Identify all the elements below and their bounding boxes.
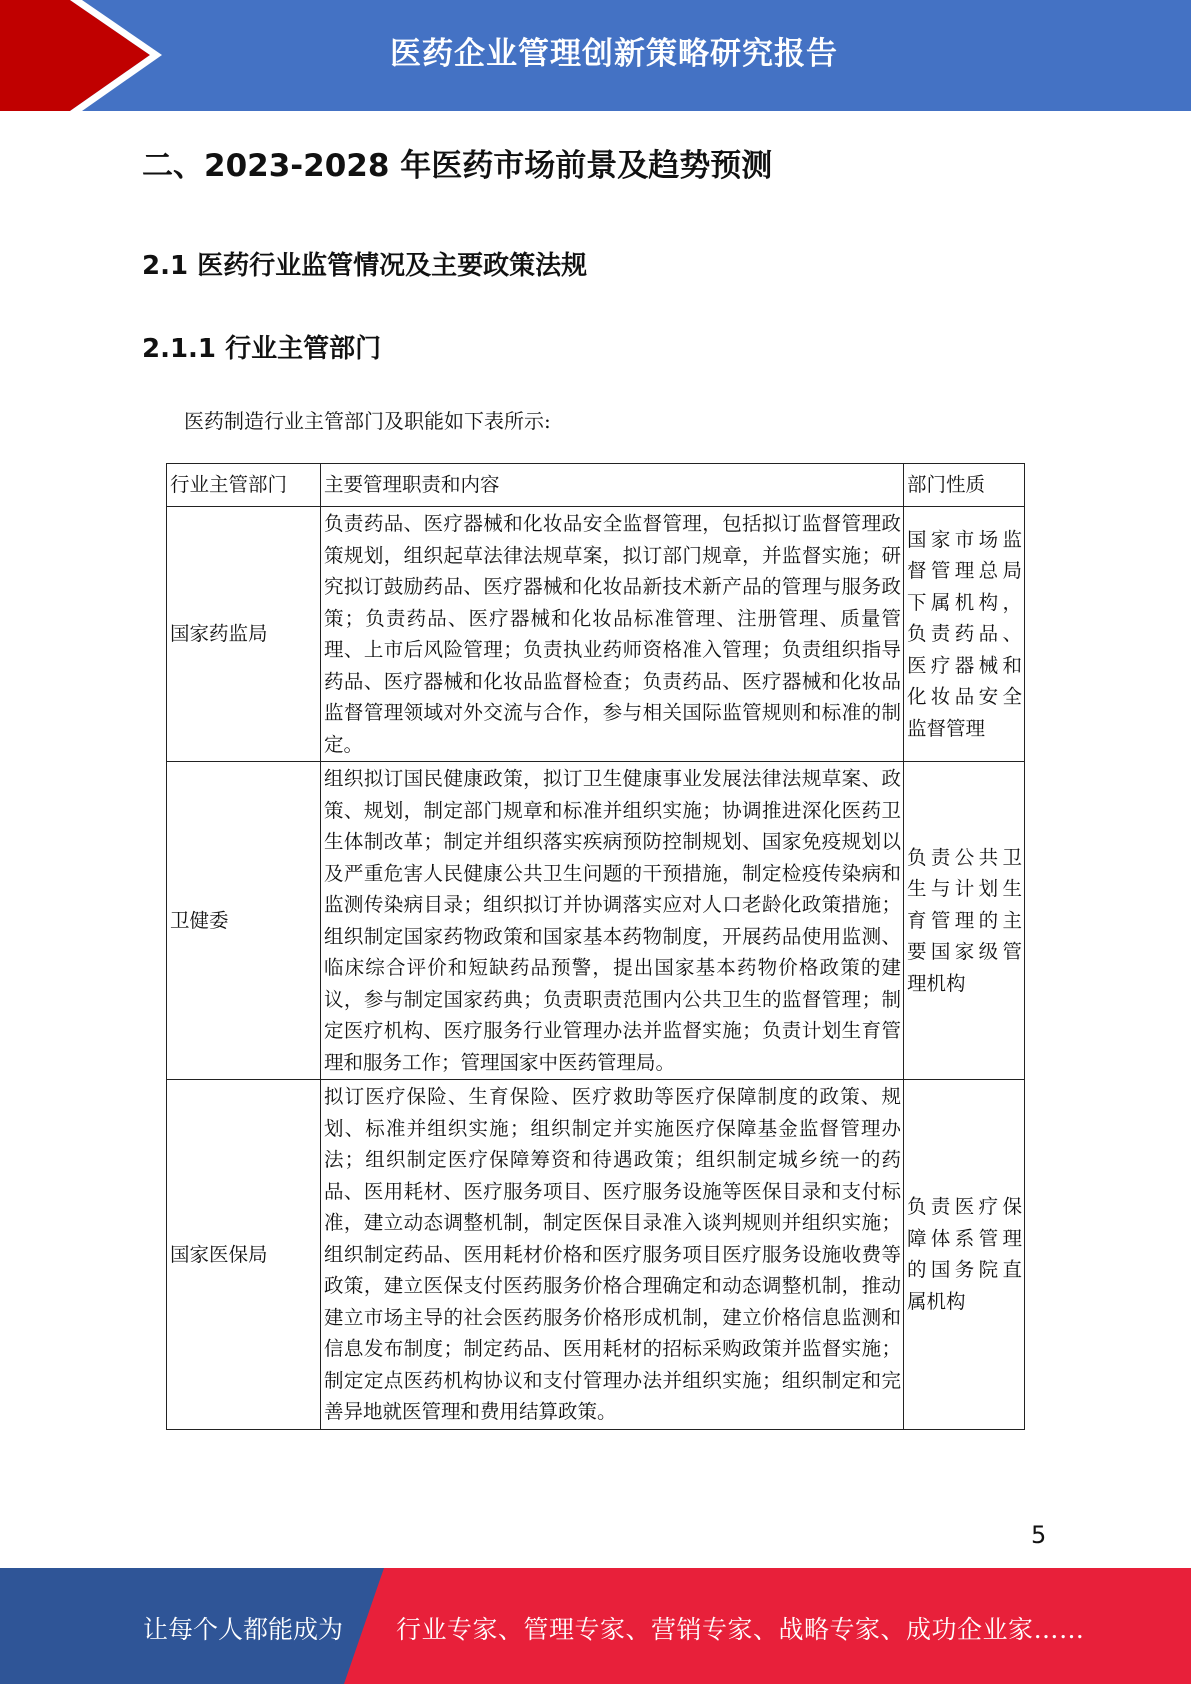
- header-cell-department: 行业主管部门: [167, 464, 321, 507]
- duty-cell: 拟订医疗保险、生育保险、医疗救助等医疗保障制度的政策、规划、标准并组织实施；组织制定并实施医疗保障基金监督管理办法；组织制定医疗保障筹资和待遇政策；组织制定城乡统一的药品、医用耗材、医疗服务项目、医疗服务设施等医保目录和支付标准，建立动态调整机制，制定医保目录准入谈判规则并组织实施；组织制定药品、医用耗材价格和医疗服务项目医疗服务设施收费等政策，建立医保支付医药服务价格合理确定和动态调整机制，推动建立市场主导的社会医药服务价格形成机制，建立价格信息监测和信息发布制度；制定药品、医用耗材的招标采购政策并监督实施；制定定点医药机构协议和支付管理办法并组织实施；组织制定和完善异地就医管理和费用结算政策。: [321, 1080, 904, 1430]
- nature-cell: 负责医疗保障体系管理的国务院直属机构: [904, 1080, 1025, 1430]
- header-banner: [0, 0, 1191, 111]
- dept-cell: 卫健委: [167, 762, 321, 1080]
- duty-cell: 负责药品、医疗器械和化妆品安全监督管理，包括拟订监督管理政策规划，组织起草法律法规草案，拟订部门规章，并监督实施；研究拟订鼓励药品、医疗器械和化妆品新技术新产品的管理与服务政策；负责药品、医疗器械和化妆品标准管理、注册管理、质量管理、上市后风险管理；负责执业药师资格准入管理；负责组织指导药品、医疗器械和化妆品监督检查；负责药品、医疗器械和化妆品监督管理领域对外交流与合作，参与相关国际监管规则和标准的制定。: [321, 507, 904, 762]
- department-duties-table: [166, 463, 1025, 1430]
- footer-banner: [0, 1568, 1191, 1684]
- nature-cell: 负责公共卫生与计划生育管理的主要国家级管理机构: [904, 762, 1025, 1080]
- header-cell-nature: 部门性质: [904, 464, 1025, 507]
- footer-slogan-left: 让每个人都能成为: [143, 1615, 344, 1644]
- chapter-heading: 二、2023-2028 年医药市场前景及趋势预测: [142, 148, 773, 184]
- table-row: [167, 1080, 1025, 1430]
- footer-slogan-right: 行业专家、管理专家、营销专家、战略专家、成功企业家……: [396, 1615, 1085, 1644]
- intro-paragraph: 医药制造行业主管部门及职能如下表所示:: [184, 409, 551, 433]
- table-row: [167, 507, 1025, 762]
- table-header-row: [167, 464, 1025, 507]
- subsection-heading: 2.1.1 行业主管部门: [142, 334, 382, 364]
- nature-cell: 国家市场监督管理总局下属机构，负责药品、医疗器械和化妆品安全监督管理: [904, 507, 1025, 762]
- dept-cell: 国家医保局: [167, 1080, 321, 1430]
- header-cell-duties: 主要管理职责和内容: [321, 464, 904, 507]
- report-title: 医药企业管理创新策略研究报告: [390, 36, 838, 72]
- page-number: 5: [1031, 1521, 1047, 1549]
- duty-cell: 组织拟订国民健康政策，拟订卫生健康事业发展法律法规草案、政策、规划，制定部门规章和标准并组织实施；协调推进深化医药卫生体制改革；制定并组织落实疾病预防控制规划、国家免疫规划以及严重危害人民健康公共卫生问题的干预措施，制定检疫传染病和监测传染病目录；组织拟订并协调落实应对人口老龄化政策措施；组织制定国家药物政策和国家基本药物制度，开展药品使用监测、临床综合评价和短缺药品预警，提出国家基本药物价格政策的建议，参与制定国家药典；负责职责范围内公共卫生的监督管理；制定医疗机构、医疗服务行业管理办法并监督实施；负责计划生育管理和服务工作；管理国家中医药管理局。: [321, 762, 904, 1080]
- dept-cell: 国家药监局: [167, 507, 321, 762]
- section-heading: 2.1 医药行业监管情况及主要政策法规: [142, 251, 588, 281]
- table-row: [167, 762, 1025, 1080]
